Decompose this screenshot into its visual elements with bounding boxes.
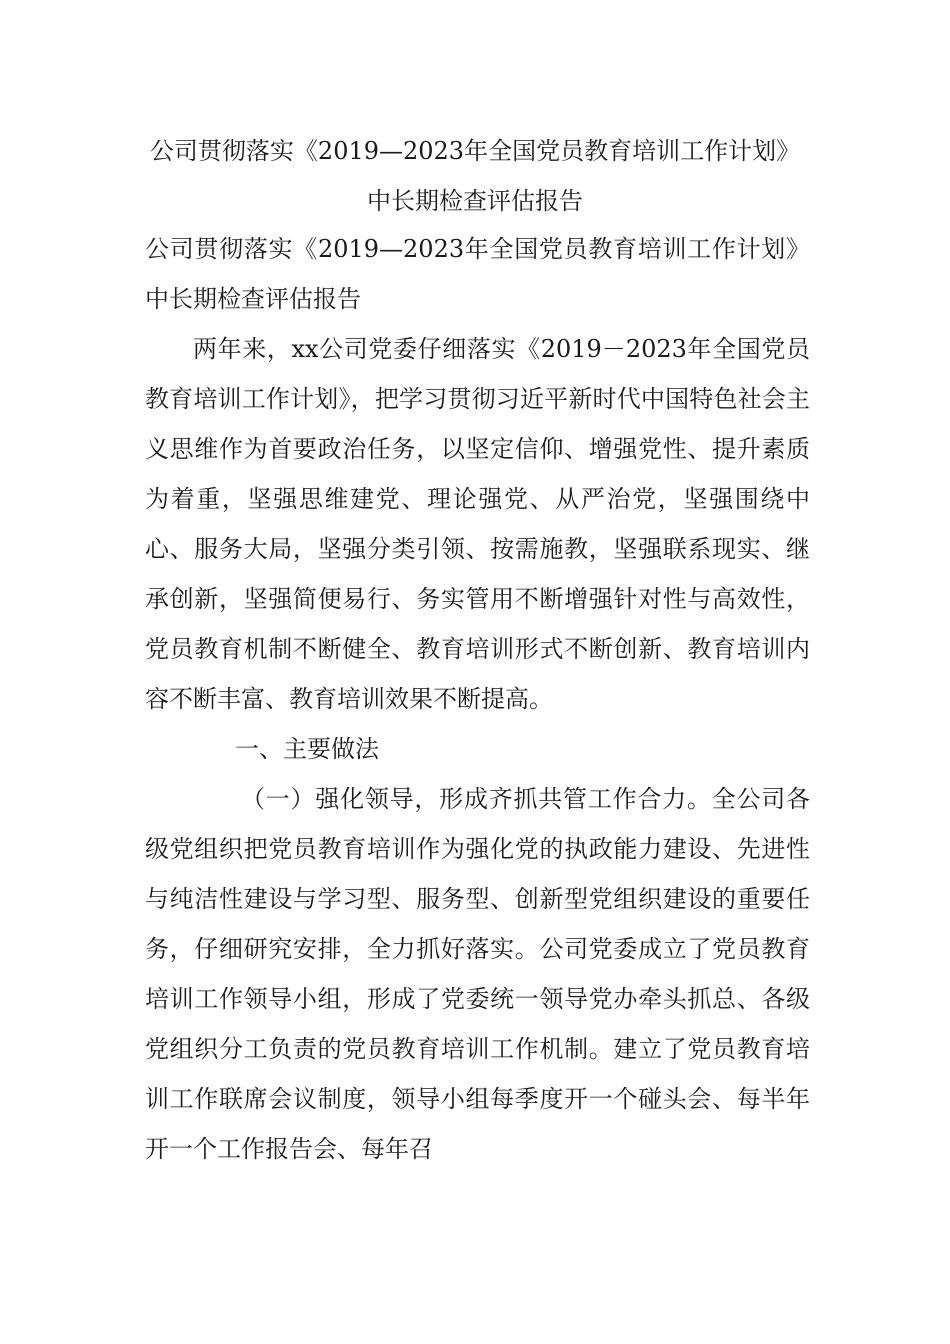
document-title: 公司贯彻落实《2019—2023年全国党员教育培训工作计划》中长期检查评估报告 [149, 137, 801, 215]
document-body [145, 224, 810, 1174]
repeated-title-paragraph: 公司贯彻落实《2019—2023年全国党员教育培训工作计划》中长期检查评估报告 [145, 235, 810, 313]
subsection-paragraph-leadership: （一）强化领导，形成齐抓共管工作合力。全公司各级党组织把党员教育培训作为强化党的执政能力建设、先进性与纯洁性建设与学习型、服务型、创新型党组织建设的重要任务，仔细研究安排，全力抓好落实。公司党委成立了党员教育培训工作领导小组，形成了党委统一领导党办牵头抓总、各级党组织分工负责的党员教育培训工作机制。建立了党员教育培训工作联席会议制度，领导小组每季度开一个碰头会、每半年开一个工作报告会、每年召 [145, 785, 810, 1163]
section-heading-main-practices: 一、主要做法 [235, 735, 379, 763]
intro-paragraph: 两年来，xx公司党委仔细落实《2019－2023年全国党员教育培训工作计划》，把学习贯彻习近平新时代中国特色社会主义思维作为首要政治任务，以坚定信仰、增强党性、提升素质为着重，坚强思维建党、理论强党、从严治党，坚强围绕中心、服务大局，坚强分类引领、按需施教，坚强联系现实、继承创新，坚强简便易行、务实管用不断增强针对性与高效性，党员教育机制不断健全、教育培训形式不断创新、教育培训内容不断丰富、教育培训效果不断提高。 [145, 335, 810, 713]
